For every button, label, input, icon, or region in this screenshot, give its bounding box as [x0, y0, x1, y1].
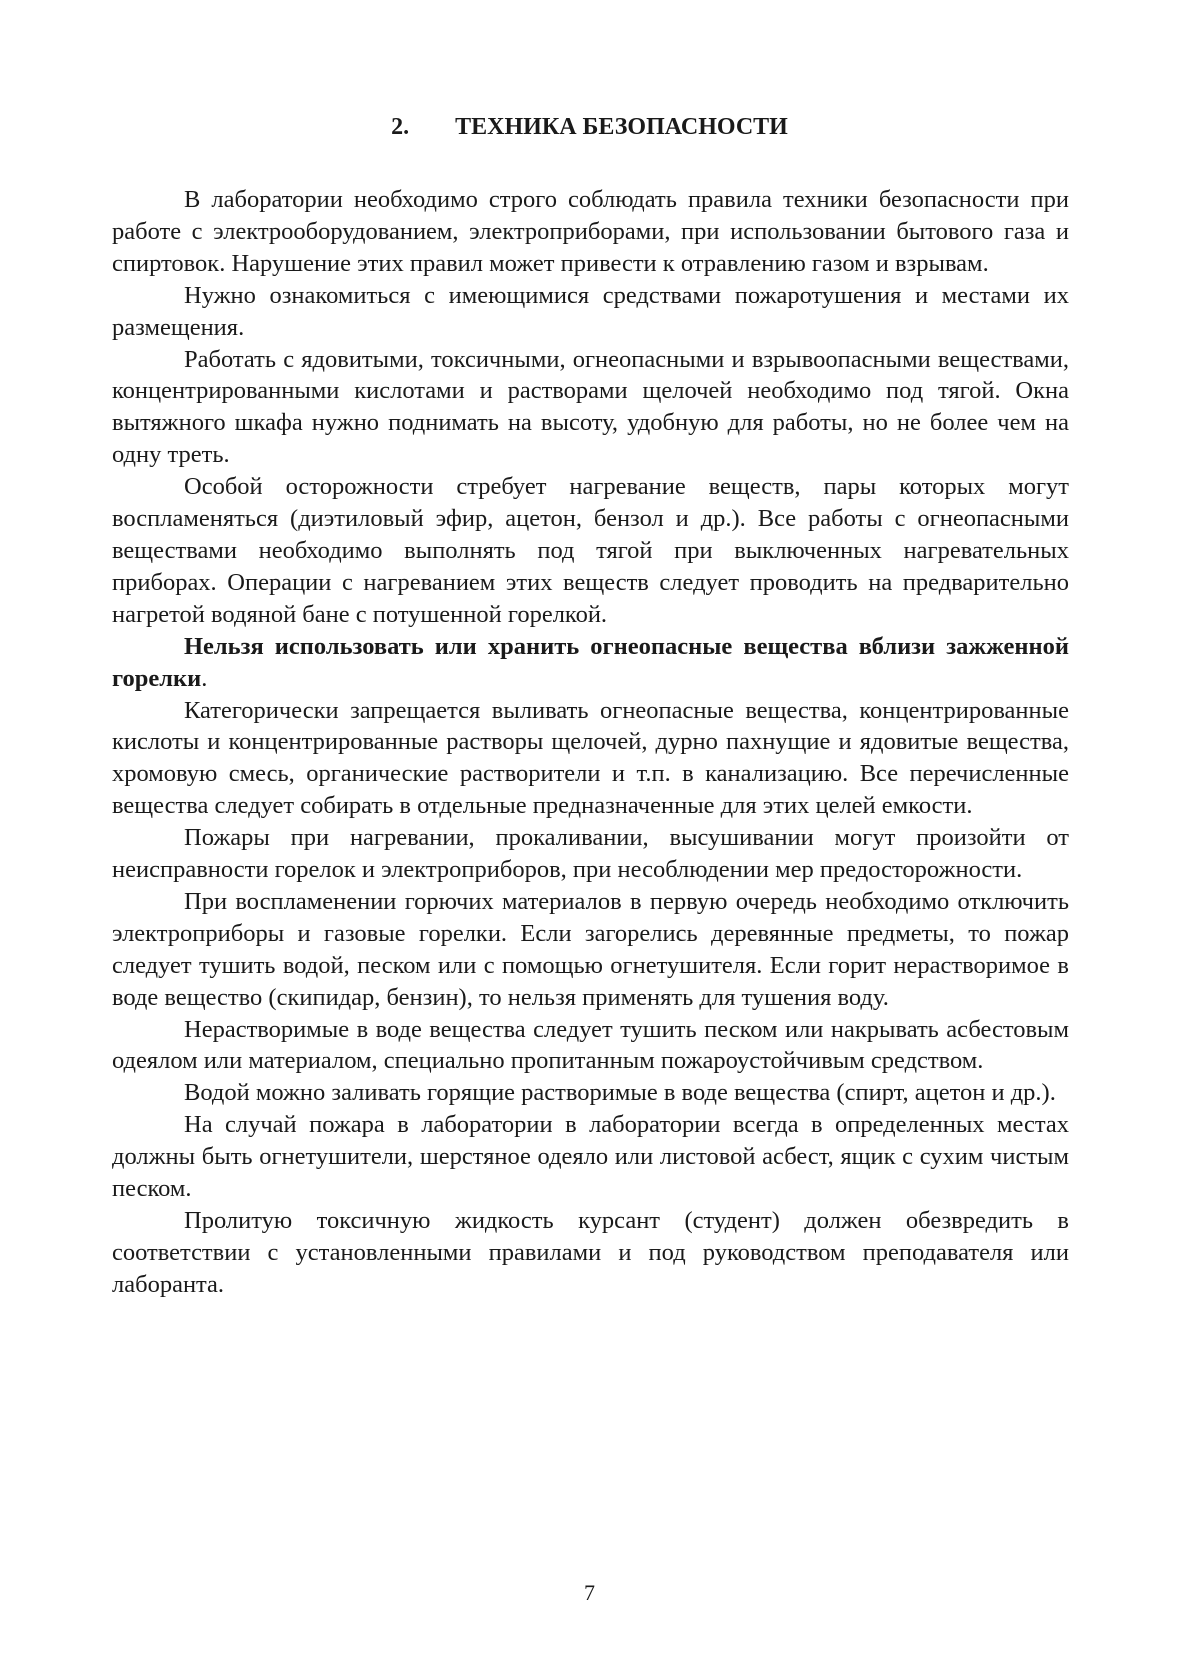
- paragraph: Работать с ядовитыми, токсичными, огнеопасными и взрывоопасными веществами, концентрированными кислотами и растворами щелочей необходимо под тягой. Окна вытяжного шкафа нужно поднимать на высоту, удобную для работы, но не более чем на одну треть.: [112, 345, 1069, 469]
- paragraph: Нужно ознакомиться с имеющимися средствами пожаротушения и местами их размещения.: [112, 281, 1069, 341]
- section-heading: [0, 112, 1179, 142]
- section-title: ТЕХНИКА БЕЗОПАСНОСТИ: [455, 114, 788, 140]
- warning-tail: .: [201, 664, 208, 692]
- section-number: 2.: [391, 114, 410, 140]
- page-number: 7: [584, 1580, 595, 1605]
- warning-bold-text: Нельзя использовать или хранить огнеопасные вещества вблизи зажженной горелки: [112, 632, 1069, 692]
- paragraph: В лаборатории необходимо строго соблюдать правила техники безопасности при работе с электрооборудованием, электроприборами, при использовании бытового газа и спиртовок. Нарушение этих правил может привести к отравлению газом и взрывам.: [112, 186, 1069, 277]
- paragraph: При воспламенении горючих материалов в первую очередь необходимо отключить электроприборы и газовые горелки. Если загорелись деревянные предметы, то пожар следует тушить водой, песком или с помощью огнетушителя. Если горит нерастворимое в воде вещество (скипидар, бензин), то нельзя применять для тушения воду.: [112, 887, 1069, 1011]
- paragraph: Категорически запрещается выливать огнеопасные вещества, концентрированные кислоты и концентрированные растворы щелочей, дурно пахнущие и ядовитые вещества, хромовую смесь, органические растворители и т.п. в канализацию. Все перечисленные вещества следует собирать в отдельные предназначенные для этих целей емкости.: [112, 696, 1069, 820]
- paragraph: Пролитую токсичную жидкость курсант (студент) должен обезвредить в соответствии с установленными правилами и под руководством преподавателя или лаборанта.: [112, 1207, 1069, 1298]
- paragraph: На случай пожара в лаборатории в лаборатории всегда в определенных местах должны быть огнетушители, шерстяное одеяло или листовой асбест, ящик с сухим чистым песком.: [112, 1111, 1069, 1203]
- paragraph: Пожары при нагревании, прокаливании, высушивании могут произойти от неисправности горелок и электроприборов, при несоблюдении мер предосторожности.: [112, 824, 1069, 884]
- paragraph: Нерастворимые в воде вещества следует тушить песком или накрывать асбестовым одеялом или материалом, специально пропитанным пожароустойчивым средством.: [112, 1015, 1069, 1075]
- body-text: [112, 184, 1069, 1301]
- paragraph: Водой можно заливать горящие растворимые в воде вещества (спирт, ацетон и др.).: [184, 1079, 1056, 1107]
- paragraph: Особой осторожности стребует нагревание веществ, пары которых могут воспламеняться (диэтиловый эфир, ацетон, бензол и др.). Все работы с огнеопасными веществами необходимо выполнять под тягой при выключенных нагревательных приборах. Операции с нагреванием этих веществ следует проводить на предварительно нагретой водяной бане с потушенной горелкой.: [112, 473, 1069, 628]
- warning-paragraph: [112, 631, 1069, 695]
